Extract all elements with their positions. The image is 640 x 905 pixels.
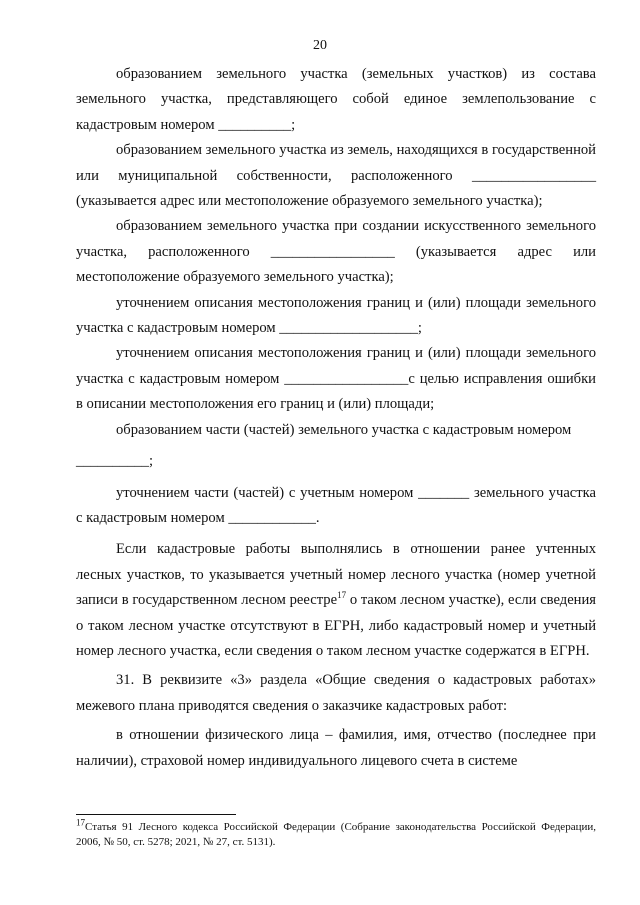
paragraph: уточнением части (частей) с учетным номером _______ земельного участка с кадастровым номером ____________. (76, 484, 596, 526)
paragraph: в отношении физического лица – фамилия, имя, отчество (последнее при наличии), страховой номер индивидуального лицевого счета в системе (76, 727, 596, 769)
document-body (76, 62, 596, 774)
paragraph: образованием части (частей) земельного участка с кадастровым номером (116, 421, 572, 438)
footnote-mark: 17 (76, 817, 85, 828)
paragraph: уточнением описания местоположения границ и (или) площади земельного участка с кадастровым номером ___________________; (76, 294, 596, 337)
footnote-separator (76, 814, 236, 815)
paragraph: __________; (76, 453, 154, 470)
page-number: 20 (313, 38, 327, 53)
paragraph-with-footnote (76, 537, 596, 664)
paragraph: 31. В реквизите «3» раздела «Общие сведения о кадастровых работах» межевого плана приводятся сведения о заказчике кадастровых работ: (76, 672, 596, 714)
footnote-text: Статья 91 Лесного кодекса Российской Федерации (Собрание законодательства Российской Федерации, 2006, № 50, ст. 5278; 2021, № 27, ст. 5131). (76, 821, 596, 848)
paragraph-text: Если кадастровые работы выполнялись в отношении ранее учтенных лесных участков, то указывается учетный номер лесного участка (номер учетной записи в государственном лесном реестре (76, 541, 596, 609)
paragraph: образованием земельного участка при создании искусственного земельного участка, расположенного _________________ (указывается адрес или местоположение образуемого земельного участка); (76, 218, 596, 286)
footnote (76, 817, 596, 850)
paragraph: образованием земельного участка из земель, находящихся в государственной или муниципальной собственности, расположенного _________________ (указывается адрес или местоположение образуемого земельного участка); (76, 142, 596, 210)
paragraph: уточнением описания местоположения границ и (или) площади земельного участка с кадастровым номером _________________с целью исправления ошибки в описании местоположения его границ и (или) площади; (76, 345, 596, 413)
paragraph: образованием земельного участка (земельных участков) из состава земельного участка, представляющего собой единое землепользование с кадастровым номером __________; (76, 66, 596, 133)
footnote-reference: 17 (337, 590, 347, 601)
paragraph-text-continued: о таком лесном участке), если сведения о таком лесном участке отсутствуют в ЕГРН, либо кадастровый номер и учетный номер лесного участка, если сведения о таком лесном участке содержатся в ЕГРН. (76, 592, 597, 659)
